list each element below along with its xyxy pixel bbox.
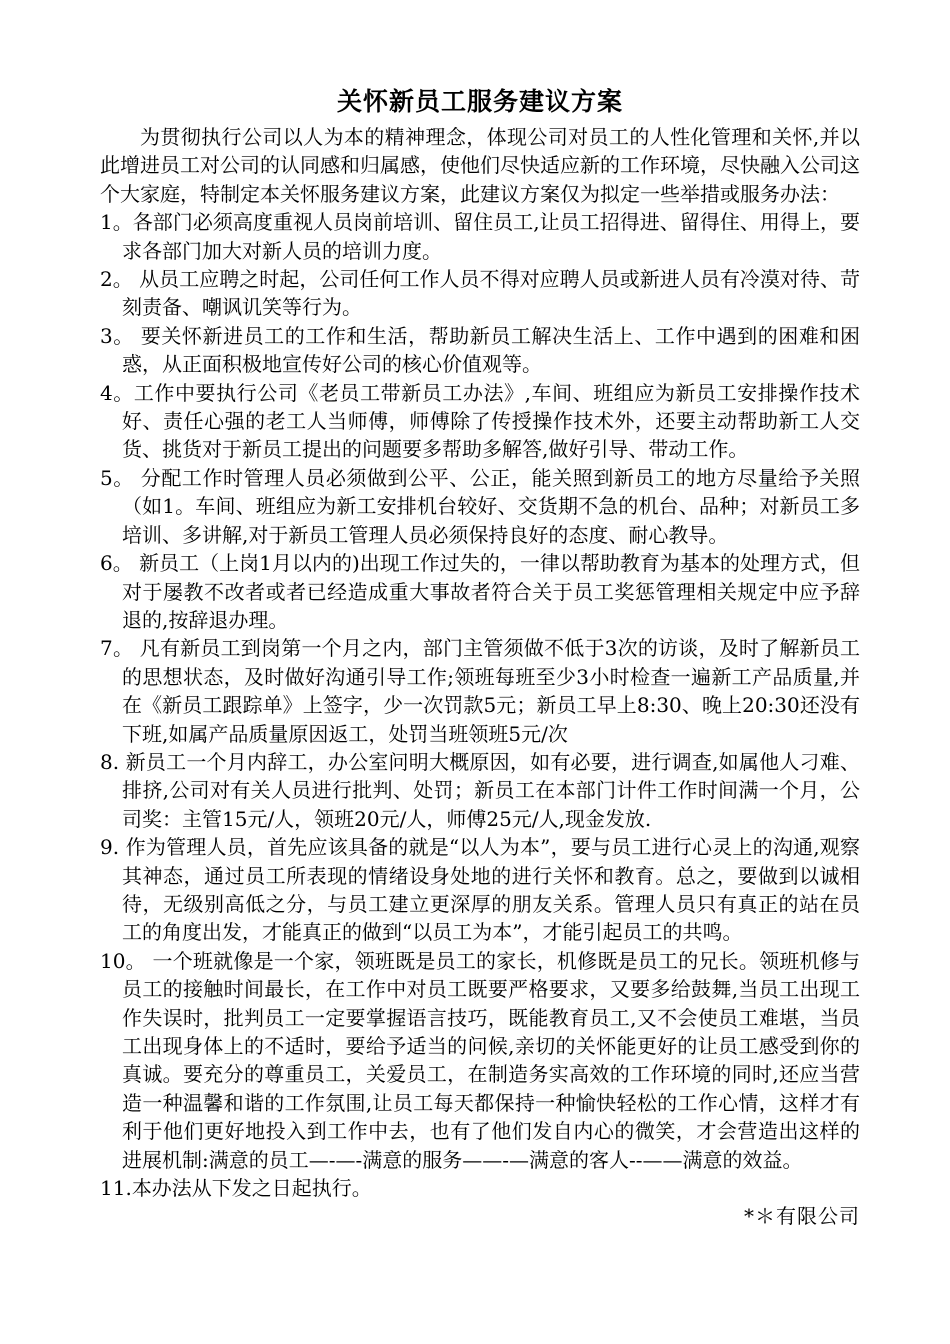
- item-number: 3。: [100, 323, 141, 348]
- item-number: 8.: [100, 749, 126, 774]
- company-signature: *＊有限公司: [744, 1204, 860, 1229]
- item-text: 从员工应聘之时起，公司任何工作人员不得对应聘人员或新进人员有冷漠对待、苛刻责备、嘲讽讥笑等行为。: [122, 267, 860, 320]
- item-number: 6。: [100, 551, 140, 576]
- list-item: [100, 322, 860, 379]
- item-number: 1。: [100, 210, 133, 235]
- list-item: [100, 634, 860, 748]
- measures-list: [100, 208, 860, 1202]
- list-item: [100, 833, 860, 947]
- item-text: 新员工（上岗1月以内的)出现工作过失的，一律以帮助教育为基本的处理方式，但对于屡教不改者或者已经造成重大事故者符合关于员工奖惩管理相关规定中应予辞退的,按辞退办理。: [122, 551, 860, 632]
- item-text: 工作中要执行公司《老员工带新员工办法》,车间、班组应为新员工安排操作技术好、责任心强的老工人当师傅，师傅除了传授操作技术外，还要主动帮助新工人交货、挑货对于新员工提出的问题要多帮助多解答,做好引导、带动工作。: [122, 380, 860, 462]
- item-text: 要关怀新进员工的工作和生活，帮助新员工解决生活上、工作中遇到的困难和困惑，从正面积极地宣传好公司的核心价值观等。: [122, 323, 860, 377]
- list-item: [100, 1174, 860, 1202]
- item-text: 新员工一个月内辞工，办公室问明大概原因，如有必要，进行调查,如属他人刁难、排挤,公司对有关人员进行批判、处罚；新员工在本部门计件工作时间满一个月，公司奖：主管15元/人，领班20元/人，师傅25元/人,现金发放.: [122, 749, 860, 831]
- item-text: 各部门必须高度重视人员岗前培训、留住员工,让员工招得进、留得住、用得上，要求各部门加大对新人员的培训力度。: [122, 210, 860, 263]
- item-text: 本办法从下发之日起执行。: [131, 1176, 372, 1201]
- item-text: 一个班就像是一个家，领班既是员工的家长，机修既是员工的兄长。领班机修与员工的接触时间最长，在工作中对员工既要严格要求，又要多给鼓舞,当员工出现工作失误时，批判员工一定要掌握语言技巧，既能教育员工,又不会使员工难堪，当员工出现身体上的不适时，要给予适当的问候,亲切的关怀能更好的让员工感受到你的真诚。要充分的尊重员工，关爱员工，在制造务实高效的工作环境的同时,还应当营造一种温馨和谐的工作氛围,让员工每天都保持一种愉快轻松的工作心情，这样才有利于他们更好地投入到工作中去，也有了他们发自内心的微笑，才会营造出这样的进展机制:满意的员工—-—-满意的服务——-—满意的客人--——满意的效益。: [122, 948, 861, 1172]
- list-item: [100, 208, 860, 265]
- intro-paragraph: 为贯彻执行公司以人为本的精神理念，体现公司对员工的人性化管理和关怀,并以此增进员工对公司的认同感和归属感，使他们尽快适应新的工作环境，尽快融入公司这个大家庭，特制定本关怀服务建议方案，此建议方案仅为拟定一些举措或服务办法：: [100, 125, 860, 206]
- document-page: [100, 82, 860, 1231]
- list-item: [100, 379, 860, 464]
- list-item: [100, 748, 860, 833]
- item-text: 凡有新员工到岗第一个月之内，部门主管须做不低于3次的访谈，及时了解新员工的思想状态，及时做好沟通引导工作;领班每班至少3小时检查一遍新工产品质量,并在《新员工跟踪单》上签字，少一次罚款5元；新员工早上8:30、晚上20:30还没有下班,如属产品质量原因返工，处罚当班领班5元/次: [122, 636, 860, 746]
- list-item: [100, 464, 860, 549]
- item-number: 4。: [100, 380, 134, 405]
- item-number: 9.: [100, 835, 126, 860]
- item-text: 分配工作时管理人员必须做到公平、公正，能关照到新员工的地方尽量给予关照（如1。车间、班组应为新工安排机台较好、交货期不急的机台、品种；对新员工多培训、多讲解,对于新员工管理人员必须保持良好的态度、耐心教导。: [122, 465, 860, 547]
- item-number: 2。: [100, 267, 140, 292]
- item-number: 7。: [100, 636, 140, 661]
- item-number: 5。: [100, 465, 141, 490]
- document-title: 关怀新员工服务建议方案: [336, 87, 623, 116]
- item-number: 11.: [100, 1176, 132, 1201]
- list-item: [100, 265, 860, 322]
- item-number: 10。: [100, 948, 153, 973]
- list-item: [100, 947, 860, 1174]
- list-item: [100, 549, 860, 634]
- item-text: 作为管理人员，首先应该具备的就是“以人为本”，要与员工进行心灵上的沟通,观察其神态，通过员工所表现的情绪设身处地的进行关怀和教育。总之，要做到以诚相待，无级别高低之分，与员工建立更深厚的朋友关系。管理人员只有真正的站在员工的角度出发，才能真正的做到“以员工为本”，才能引起员工的共鸣。: [122, 835, 860, 945]
